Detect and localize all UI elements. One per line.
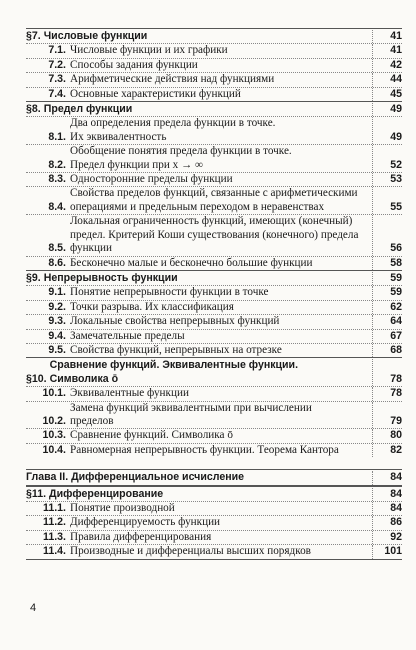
column-divider <box>372 531 374 544</box>
entry-title: Обобщение понятия предела функции в точке. Предел функции при x → ∞ <box>70 145 292 171</box>
entry-title: Локальные свойства непрерывных функций <box>70 315 280 328</box>
entry-number: 10.2. <box>42 414 66 427</box>
section-title: Непрерывность функции <box>43 271 178 284</box>
entry-title: Сравнение функций. Символика ō <box>70 429 233 442</box>
entry-number: 7.2. <box>48 58 66 71</box>
column-divider <box>372 330 374 343</box>
section-number: §9. <box>26 271 41 284</box>
entry-title: Бесконечно малые и бесконечно большие функции <box>70 256 313 269</box>
toc-entry <box>26 256 402 270</box>
page-ref: 67 <box>390 329 402 342</box>
section-heading <box>26 271 402 285</box>
entry-title: Односторонние пределы функции <box>70 173 233 186</box>
entry-number: 8.1. <box>48 130 66 143</box>
toc-entry <box>26 72 402 86</box>
column-divider <box>372 73 374 86</box>
toc-entry <box>26 186 402 214</box>
column-divider <box>372 187 374 214</box>
entry-number: 10.4. <box>42 443 66 456</box>
page-ref: 86 <box>390 516 402 529</box>
toc-entry <box>26 428 402 442</box>
entry-number: 9.3. <box>48 315 66 328</box>
column-divider <box>372 301 374 314</box>
page-ref: 78 <box>390 372 402 385</box>
entry-title: Понятие производной <box>70 502 175 514</box>
entry-title: Числовые функции и их графики <box>70 44 228 57</box>
page-ref: 84 <box>390 502 402 514</box>
entry-title: Свойства функций, непрерывных на отрезке <box>70 343 282 356</box>
page-ref: 80 <box>390 429 402 442</box>
entry-title: Два определения предела функции в точке. Их эквивалентность <box>70 117 276 143</box>
section-title: Предел функции <box>43 103 133 116</box>
entry-title: Способы задания функции <box>70 58 198 71</box>
entry-number: 7.1. <box>48 44 66 57</box>
toc-entry <box>26 386 402 400</box>
chapter-heading <box>26 470 402 484</box>
entry-number: 8.6. <box>48 256 66 269</box>
section-title: Числовые функции <box>43 30 148 42</box>
toc-chapter-2 <box>26 469 402 485</box>
page-ref: 78 <box>390 387 402 400</box>
page-ref: 84 <box>390 487 402 500</box>
toc-entry <box>26 314 402 328</box>
entry-title: Точки разрыва. Их классификация <box>70 300 234 313</box>
page-ref: 53 <box>390 173 402 186</box>
page-ref: 42 <box>390 58 402 71</box>
column-divider <box>372 344 374 357</box>
column-divider <box>372 173 374 186</box>
page-ref: 68 <box>390 343 402 356</box>
page-ref: 41 <box>390 44 402 57</box>
toc-entry <box>26 58 402 72</box>
section-heading <box>26 358 402 386</box>
entry-number: 9.1. <box>48 286 66 299</box>
column-divider <box>372 444 374 457</box>
column-divider <box>372 545 374 558</box>
entry-title: Замечательные пределы <box>70 329 185 342</box>
page-ref: 64 <box>390 315 402 328</box>
column-divider <box>372 387 374 400</box>
toc-entry <box>26 214 402 255</box>
entry-number: 11.1. <box>43 502 66 514</box>
entry-title: Свойства пределов функций, связанные с арифметическими операциями и предельным переходом в неравенствах <box>70 187 358 213</box>
page-ref: 52 <box>390 158 402 171</box>
page-ref: 101 <box>384 545 402 558</box>
toc-section-11 <box>26 486 402 560</box>
section-number: §7. <box>26 30 41 42</box>
page-ref: 82 <box>390 443 402 456</box>
toc-section-7 <box>26 28 402 101</box>
section-title: Дифференцирование <box>49 487 164 500</box>
column-divider <box>372 30 374 43</box>
column-divider <box>372 502 374 515</box>
column-divider <box>372 488 374 501</box>
toc-entry <box>26 530 402 544</box>
section-heading <box>26 487 402 501</box>
entry-number: 8.2. <box>48 158 66 171</box>
entry-number: 8.5. <box>48 242 66 255</box>
toc-entry <box>26 501 402 515</box>
toc-entry <box>26 116 402 144</box>
section-heading <box>26 29 402 43</box>
entry-title: Локальная ограниченность функций, имеющих (конечный) предел. Критерий Коши существования (конечного) предела функции <box>70 215 359 255</box>
toc-entry <box>26 443 402 457</box>
page-ref: 59 <box>390 271 402 284</box>
entry-title: Равномерная непрерывность функции. Теорема Кантора <box>70 443 339 456</box>
entry-title: Дифференцируемость функции <box>70 516 221 529</box>
column-divider <box>372 286 374 299</box>
entry-number: 9.5. <box>48 343 66 356</box>
entry-title: Правила дифференцирования <box>70 530 212 543</box>
toc-entry <box>26 343 402 357</box>
entry-title: Эквивалентные функции <box>70 387 189 400</box>
column-divider <box>372 429 374 442</box>
entry-title: Замена функций эквивалентными при вычислении пределов <box>70 401 312 427</box>
column-divider <box>372 44 374 57</box>
section-number: §10. <box>26 372 47 385</box>
table-of-contents <box>26 28 402 560</box>
toc-section-10 <box>26 357 402 457</box>
section-number: §8. <box>26 103 41 116</box>
column-divider <box>372 103 374 116</box>
entry-number: 10.1. <box>42 387 66 400</box>
section-number: §11. <box>26 487 47 500</box>
column-divider <box>372 59 374 72</box>
page-ref: 55 <box>390 200 402 213</box>
toc-entry <box>26 172 402 186</box>
entry-number: 7.4. <box>48 87 66 100</box>
section-heading <box>26 102 402 116</box>
entry-number: 9.4. <box>48 329 66 342</box>
toc-entry <box>26 401 402 429</box>
page-ref: 59 <box>390 286 402 299</box>
column-divider <box>372 516 374 529</box>
column-divider <box>372 117 374 144</box>
page-ref: 49 <box>390 130 402 143</box>
entry-title: Понятие непрерывности функции в точке <box>70 286 269 299</box>
column-divider <box>372 315 374 328</box>
entry-title: Арифметические действия над функциями <box>70 73 275 86</box>
column-divider <box>372 402 374 429</box>
page-ref: 41 <box>390 30 402 42</box>
page-ref: 79 <box>390 414 402 427</box>
toc-entry <box>26 87 402 101</box>
page-ref: 56 <box>390 242 402 255</box>
toc-entry <box>26 300 402 314</box>
entry-number: 11.4. <box>43 545 66 558</box>
page-ref: 44 <box>390 73 402 86</box>
entry-number: 9.2. <box>48 300 66 313</box>
entry-number: 8.3. <box>48 173 66 186</box>
page-ref: 92 <box>390 530 402 543</box>
entry-title: Основные характеристики функций <box>70 87 241 100</box>
column-divider <box>372 359 374 386</box>
page-ref: 84 <box>390 471 402 484</box>
column-divider <box>372 272 374 285</box>
page-ref: 58 <box>390 256 402 269</box>
column-divider <box>372 471 374 484</box>
toc-section-9 <box>26 270 402 357</box>
page-ref: 62 <box>390 300 402 313</box>
column-divider <box>372 88 374 101</box>
toc-entry <box>26 544 402 558</box>
entry-number: 7.3. <box>48 73 66 86</box>
toc-entry <box>26 515 402 529</box>
page-number: 4 <box>30 602 37 614</box>
entry-number: 8.4. <box>48 200 66 213</box>
column-divider <box>372 215 374 255</box>
entry-number: 10.3. <box>42 429 66 442</box>
chapter-title: Глава II. Дифференциальное исчисление <box>26 471 245 484</box>
toc-section-8 <box>26 101 402 270</box>
toc-entry <box>26 329 402 343</box>
page-ref: 45 <box>390 87 402 100</box>
page-ref: 49 <box>390 103 402 116</box>
section-title: Сравнение функций. Эквивалентные функции. Символика ō <box>49 359 299 385</box>
entry-number: 11.2. <box>43 516 66 529</box>
column-divider <box>372 257 374 270</box>
toc-entry <box>26 285 402 299</box>
toc-entry <box>26 43 402 57</box>
toc-entry <box>26 144 402 172</box>
entry-title: Производные и дифференциалы высших порядков <box>70 545 311 558</box>
column-divider <box>372 145 374 172</box>
entry-number: 11.3. <box>43 530 66 543</box>
